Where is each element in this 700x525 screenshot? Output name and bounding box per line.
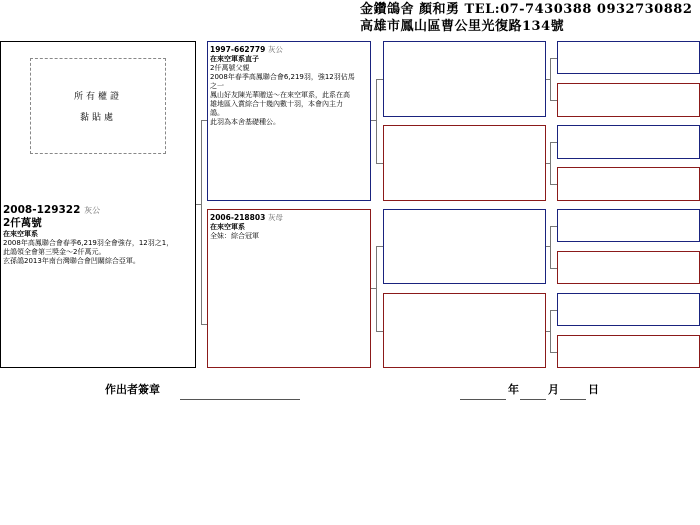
loft-address-line: 高雄市鳳山區曹公里光復路134號 (360, 19, 565, 34)
month-line (520, 399, 546, 400)
subject-ring-line (3, 204, 195, 217)
sire-note: 鴿。 (210, 109, 224, 117)
day-label: 日 (588, 383, 599, 396)
connector-line (376, 331, 383, 332)
subject-note: 玄孫鴿2013年南台灣聯合會凹關綜合亞軍。 (3, 257, 140, 265)
great-grandparent-box (557, 167, 700, 201)
year-label: 年 (508, 383, 519, 396)
certificate-paste-area (30, 58, 166, 154)
subject-line: 在來空軍系 (3, 230, 38, 238)
sire-note: 2008年春季高鳳聯合會6,219羽，強12羽佔馬 (210, 73, 355, 81)
connector-line (550, 58, 551, 100)
subject-note: 2008年高鳳聯合會春季6,219羽全會強存，12羽之1， (3, 239, 174, 247)
connector-line (550, 184, 557, 185)
dam-box (207, 209, 371, 368)
dam-ring-line (210, 212, 368, 223)
great-grandparent-box (557, 209, 700, 242)
subject-pigeon-box (0, 41, 196, 368)
sire-ring-line (210, 44, 368, 55)
connector-line (550, 226, 557, 227)
great-grandparent-box (557, 293, 700, 326)
connector-line (550, 310, 557, 311)
connector-line (376, 79, 377, 163)
connector-line (550, 100, 557, 101)
dam-note: 全妹：綜合冠軍 (210, 232, 259, 240)
grandsire-paternal-box (383, 41, 546, 117)
sire-note: 此羽為本舍基礎種公。 (210, 118, 280, 126)
sire-note: 鳳山好友陳光華贈送～在來空軍系，此系在高 (210, 91, 350, 99)
connector-line (550, 142, 557, 143)
great-grandparent-box (557, 83, 700, 117)
connector-line (376, 246, 383, 247)
granddam-paternal-box (383, 125, 546, 201)
sire-subtitle: 2仟萬號父親 (210, 64, 250, 72)
signature-line (180, 399, 300, 400)
sire-line: 在來空軍系直子 (210, 55, 259, 63)
connector-line (550, 310, 551, 352)
connector-line (550, 268, 557, 269)
signature-label: 作出者簽章 (105, 383, 160, 396)
subject-note: 此鴿領全會第三獎金～2仟萬元。 (3, 248, 106, 256)
dam-color: 灰母 (267, 213, 283, 222)
connector-line (550, 352, 557, 353)
great-grandparent-box (557, 125, 700, 159)
dam-ring-number: 2006-218803 (210, 213, 266, 222)
subject-ring-number: 2008-129322 (3, 204, 81, 216)
sire-box (207, 41, 371, 201)
certificate-label-line2: 黏貼處 (79, 113, 116, 123)
day-line (560, 399, 586, 400)
subject-name: 2仟萬號 (3, 217, 42, 229)
connector-line (376, 79, 383, 80)
connector-line (550, 58, 557, 59)
year-line (460, 399, 506, 400)
dam-line: 在來空軍系 (210, 223, 245, 231)
great-grandparent-box (557, 251, 700, 284)
connector-line (376, 163, 383, 164)
subject-color: 灰公 (84, 206, 101, 215)
month-label: 月 (548, 383, 559, 396)
connector-line (201, 120, 202, 324)
sire-note: 之一 (210, 82, 224, 90)
grandsire-maternal-box (383, 209, 546, 284)
connector-line (376, 246, 377, 331)
connector-line (550, 226, 551, 268)
sire-ring-number: 1997-662779 (210, 45, 266, 54)
certificate-label-line1: 所有權證 (73, 92, 122, 102)
granddam-maternal-box (383, 293, 546, 368)
sire-note: 雄地區入賞綜合十幾內數十羽，本會內主力 (210, 100, 343, 108)
connector-line (550, 142, 551, 184)
great-grandparent-box (557, 335, 700, 368)
loft-contact-line: 金鑽鴿舍 顏和勇 TEL:07-7430388 0932730882 (360, 2, 693, 17)
great-grandparent-box (557, 41, 700, 74)
sire-color: 灰公 (267, 45, 283, 54)
